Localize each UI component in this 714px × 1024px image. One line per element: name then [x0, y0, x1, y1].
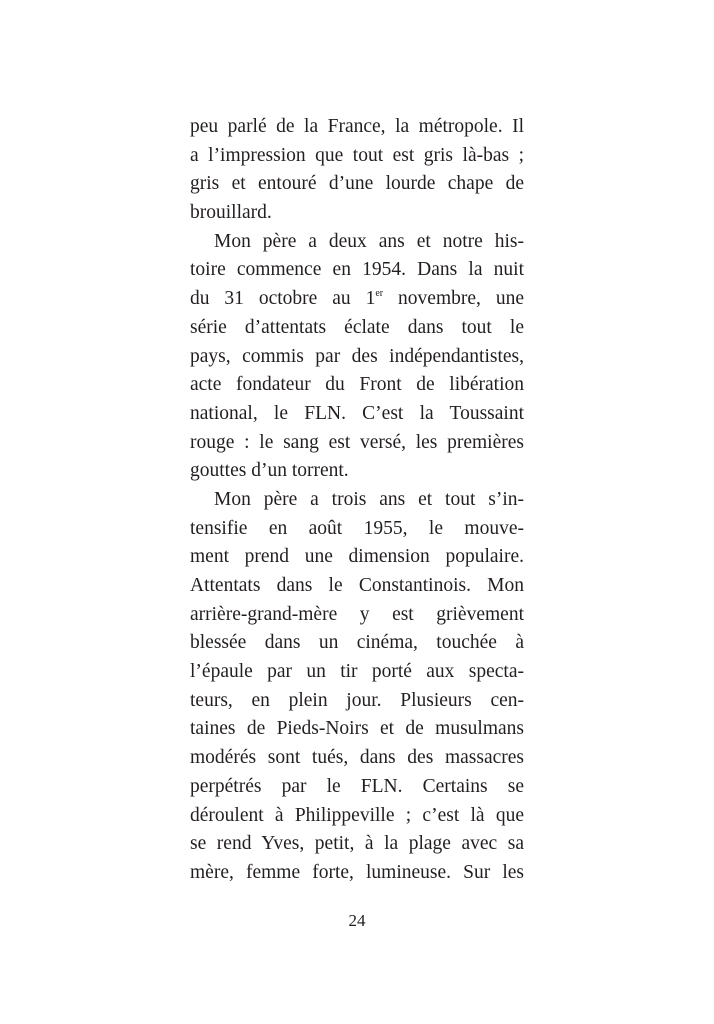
text-line: gris et entouré d’une lourde chape de [190, 173, 524, 195]
text-line: pays, commis par des indépendantistes, [190, 345, 524, 367]
paragraph-start-line: Mon père a trois ans et tout s’in- [214, 488, 524, 510]
text-line-with-superscript [190, 285, 524, 314]
text-line: blessée dans un cinéma, touchée à [190, 632, 524, 654]
text-line: gouttes d’un torrent. [190, 460, 349, 482]
text-line: rouge : le sang est versé, les premières [190, 431, 524, 453]
text-line: a l’impression que tout est gris là-bas ; [190, 144, 524, 166]
paragraph-start-line: Mon père a deux ans et notre his- [214, 230, 524, 252]
text-line: national, le FLN. C’est la Toussaint [190, 402, 524, 424]
text-line: série d’attentats éclate dans tout le [190, 316, 524, 338]
text-fragment: du 31 octobre au 1 [190, 288, 376, 310]
text-line: l’épaule par un tir porté aux specta- [190, 661, 524, 683]
text-line: taines de Pieds-Noirs et de musulmans [190, 718, 524, 740]
text-line: toire commence en 1954. Dans la nuit [190, 259, 524, 281]
body-text [190, 113, 524, 888]
text-line: perpétrés par le FLN. Certains se [190, 775, 524, 797]
text-line: mère, femme forte, lumineuse. Sur les [190, 861, 524, 883]
text-line: ment prend une dimension populaire. [190, 546, 524, 568]
superscript-er: er [375, 288, 384, 300]
text-line: tensifie en août 1955, le mouve- [190, 517, 524, 539]
text-line: Attentats dans le Constantinois. Mon [190, 575, 524, 596]
text-line: déroulent à Philippeville ; c’est là que [190, 804, 524, 826]
text-line: peu parlé de la France, la métropole. Il [190, 116, 524, 137]
page-number: 24 [348, 911, 366, 930]
text-line: modérés sont tués, dans des massacres [190, 747, 524, 769]
text-line: teurs, en plein jour. Plusieurs cen- [190, 689, 524, 711]
text-fragment: novembre, une [383, 288, 524, 310]
text-line: acte fondateur du Front de libération [190, 374, 524, 396]
text-line: se rend Yves, petit, à la plage avec sa [190, 833, 524, 855]
text-line: brouillard. [190, 202, 272, 224]
text-line: arrière-grand-mère y est grièvement [190, 603, 524, 625]
